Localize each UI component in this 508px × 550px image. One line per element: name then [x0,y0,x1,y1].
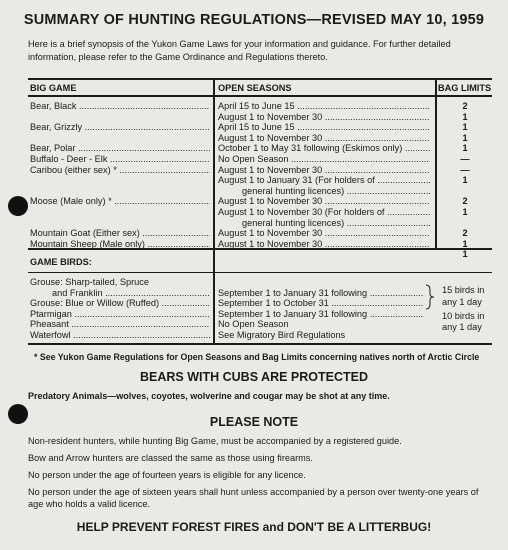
header-bag-limits: BAG LIMITS [438,83,492,93]
big-game-bag-limit: 1 [462,143,468,154]
big-game-season: August 1 to January 31 (For holders of ..... [218,175,430,186]
big-game-bag-limit: 1 [462,249,468,260]
big-game-season: August 1 to November 30 ..... [218,196,430,207]
big-game-bag-limit: 1 [462,111,468,122]
brace-icon [424,284,436,310]
big-game-season: April 15 to June 15 ..... [218,101,430,112]
big-game-season: August 1 to November 30 ..... [218,239,430,250]
table-top-rule [28,78,492,80]
bird-name: Grouse: Sharp-tailed, Spruce [30,277,149,287]
header-big-game: BIG GAME [30,83,77,93]
big-game-season: August 1 to November 30 ..... [218,228,430,239]
birds-header-rule [28,272,492,273]
big-game-season: August 1 to November 30 (For holders of ..... [218,207,430,218]
big-game-season: August 1 to November 30 ..... [218,112,430,123]
document-title: SUMMARY OF HUNTING REGULATIONS—REVISED MAY 10, 1959 [23,12,485,28]
bird-name: and Franklin ..... [52,288,210,299]
big-game-season: No Open Season ..... [218,154,430,165]
punch-hole-icon [8,404,28,424]
bears-heading: BEARS WITH CUBS ARE PROTECTED [139,370,368,384]
big-game-season: general hunting licences) ..... [242,218,430,229]
header-open-seasons: OPEN SEASONS [218,83,292,93]
footer-slogan: HELP PREVENT FOREST FIRES and DON'T BE A LITTERBUG! [76,520,432,534]
big-game-bag-limit: — [460,154,470,164]
bird-bag-1b: any 1 day [442,297,482,307]
big-game-name: Buffalo - Deer - Elk ..... [30,154,210,165]
bird-name: Waterfowl ..... [30,330,210,341]
big-game-season: general hunting licences) ..... [242,186,430,197]
big-game-name: Moose (Male only) * ..... [30,196,210,207]
bird-name: Pheasant ..... [30,319,210,330]
big-game-season: April 15 to June 15 ..... [218,122,430,133]
big-game-name: Bear, Polar ..... [30,143,210,154]
header-game-birds: GAME BIRDS: [30,257,92,267]
note-1: Non-resident hunters, while hunting Big Game, must be accompanied by a registered guide. [28,436,402,446]
big-game-name: Mountain Sheep (Male only) ..... [30,239,210,250]
bird-bag-2b: any 1 day [442,322,482,332]
footnote: * See Yukon Game Regulations for Open Seasons and Bag Limits concerning natives north of Arctic Circle [34,352,480,362]
big-game-bag-limit: 2 [462,196,468,207]
big-game-name: Bear, Black ..... [30,101,210,112]
big-game-bag-limit: 1 [462,132,468,143]
bird-season: No Open Season [218,319,289,330]
bird-season: September 1 to January 31 following ..... [218,309,424,320]
big-game-season: August 1 to November 30 ..... [218,165,430,176]
big-game-bag-limit: 1 [462,207,468,217]
please-note-heading: PLEASE NOTE [209,415,299,429]
big-game-name: Bear, Grizzly ..... [30,122,210,133]
predatory-note: Predatory Animals—wolves, coyotes, wolverine and cougar may be shot at any time. [28,391,390,401]
big-game-bag-limit: 1 [462,238,468,249]
bird-bag-2: 10 birds in [442,311,485,321]
note-4: No person under the age of sixteen years shall hunt unless accompanied by a person over twenty-one years of age who holds a valid licence. [28,487,479,509]
big-game-season: August 1 to November 30 ..... [218,133,430,144]
big-game-name: Mountain Goat (Either sex) ..... [30,228,210,239]
bird-bag-1: 15 birds in [442,285,485,295]
big-game-bag-limit: 2 [462,101,468,111]
bird-season: September 1 to January 31 following ..... [218,288,424,299]
big-game-bag-limit: 1 [462,122,468,133]
bird-name: Ptarmigan ..... [30,309,210,320]
big-game-name: Caribou (either sex) * ..... [30,165,210,176]
big-game-bag-limit: 2 [462,228,468,239]
punch-hole-icon [8,196,28,216]
big-game-bag-limit: — [460,164,470,175]
column-divider-1 [213,78,215,343]
note-2: Bow and Arrow hunters are classed the same as those using firearms. [28,453,313,463]
bird-season: September 1 to October 31 ..... [218,298,424,309]
note-3: No person under the age of fourteen years is eligible for any licence. [28,470,306,480]
bird-name: Grouse: Blue or Willow (Ruffed) ..... [30,298,210,309]
intro-paragraph: Here is a brief synopsis of the Yukon Game Laws for your information and guidance. For further detailed information, please refer to the Game Ordinance and Regulations thereto. [28,39,451,62]
big-game-bag-limit: 1 [462,175,468,186]
table-header-rule [28,95,492,97]
table-bottom-rule [28,343,492,345]
bird-season: See Migratory Bird Regulations [218,330,346,340]
big-game-season: October 1 to May 31 following (Eskimos only) ..... [218,143,430,154]
